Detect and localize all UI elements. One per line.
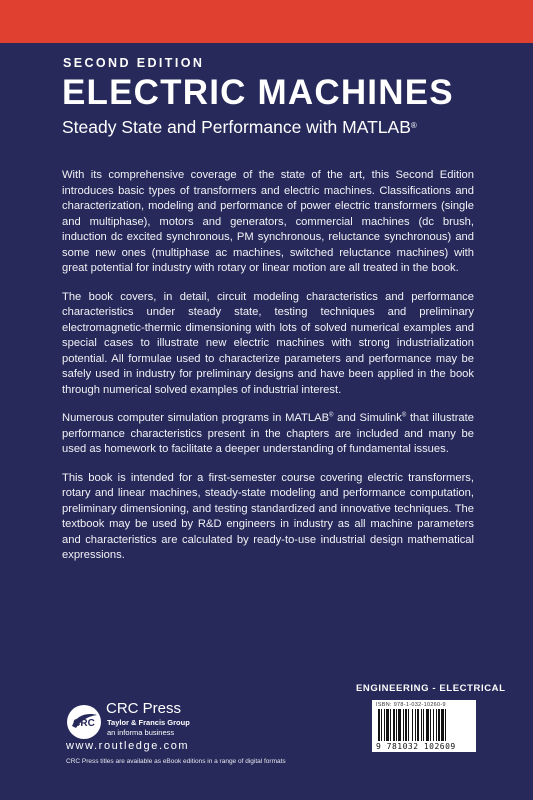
crc-logo-text: CRC xyxy=(73,718,95,729)
barcode-bar xyxy=(426,709,429,741)
description-paragraph-3 xyxy=(62,411,474,458)
barcode-bar xyxy=(430,709,431,741)
subtitle-text: Steady State and Performance with MATLAB xyxy=(62,117,411,137)
top-color-band xyxy=(0,0,533,43)
barcode-digits: 9 781032 102609 xyxy=(376,742,456,751)
registered-mark: ® xyxy=(410,121,417,130)
book-title: ELECTRIC MACHINES xyxy=(62,73,454,112)
book-subtitle xyxy=(62,117,417,137)
registered-mark-matlab: ® xyxy=(329,412,334,419)
isbn-number: ISBN: 978-1-032-10260-9 xyxy=(376,702,446,708)
barcode-bar xyxy=(398,709,401,741)
barcode-bar xyxy=(393,709,395,741)
edition-label: SECOND EDITION xyxy=(63,56,205,70)
book-description xyxy=(62,168,474,577)
barcode-bar xyxy=(436,709,437,741)
publisher-name: CRC Press xyxy=(106,700,182,717)
isbn-barcode xyxy=(372,700,476,752)
description-paragraph-1: With its comprehensive coverage of the state of the art, this Second Edition introduces basic types of transformers and electric machines. Classifications and characterization, modeling and performance of power electric transformers (single and multiphase), motors and generators, commercial machines (dc brush, induction dc excited synchronous, PM synchronous, reluctance synchronous) and some new ones (multiphase ac machines, switched reluctance machines) with great potential for industry with rotary or linear motion are all treated in the book. xyxy=(62,169,474,274)
barcode-bar xyxy=(412,709,413,741)
barcode-icon xyxy=(378,709,470,741)
barcode-bar xyxy=(405,709,407,741)
barcode-bar xyxy=(384,709,385,741)
publisher-group: Taylor & Francis Group xyxy=(107,718,190,727)
barcode-bar xyxy=(390,709,391,741)
p3-part-b: and Simulink xyxy=(333,412,402,424)
barcode-bar xyxy=(421,709,422,741)
description-paragraph-2: The book covers, in detail, circuit modeling characteristics and performance characteristics under steady state, testing techniques and preliminary electromagnetic-thermic dimensioning with lots of solved numerical examples and special cases to illustrate new electric machines with strong industrialization potential. All formulae used to characterize parameters and performance may be safely used in industry for preliminary designs and have been applied in the book through numerical solved examples of industrial interest. xyxy=(62,290,474,396)
barcode-bar xyxy=(441,709,444,741)
registered-mark-simulink: ® xyxy=(401,412,407,419)
barcode-bar xyxy=(438,709,440,741)
barcode-bar xyxy=(423,709,424,741)
barcode-bar xyxy=(403,709,404,741)
barcode-bar xyxy=(396,709,397,741)
crc-press-logo-icon xyxy=(66,704,102,740)
barcode-bar xyxy=(408,709,409,741)
publisher-business: an informa business xyxy=(107,728,175,737)
barcode-bar xyxy=(433,709,434,741)
subject-category: ENGINEERING - ELECTRICAL xyxy=(356,683,506,694)
barcode-bar xyxy=(386,709,389,741)
p3-part-c: that illustrate performance characteristics present in the chapters are included and many be used as homework to facilitate a deeper understanding of fundamental issues. xyxy=(62,412,474,455)
barcode-bar xyxy=(381,709,382,741)
barcode-bar xyxy=(415,709,416,741)
barcode-bar xyxy=(445,709,446,741)
description-paragraph-4: This book is intended for a first-semester course covering electric transformers, rotary and linear machines, steady-state modeling and performance computation, preliminary dimensioning, and testing standardized and innovative techniques. The textbook may be used by R&D engineers in industry as all machine parameters and characteristics are calculated by ready-to-use industrial design mathematical expressions. xyxy=(62,471,474,561)
publisher-website: www.routledge.com xyxy=(66,740,190,752)
ebook-availability-note: CRC Press titles are available as eBook editions in a range of digital formats xyxy=(66,758,286,765)
barcode-bar xyxy=(378,709,380,741)
p3-part-a: Numerous computer simulation programs in MATLAB xyxy=(62,412,330,424)
barcode-bar xyxy=(417,709,419,741)
